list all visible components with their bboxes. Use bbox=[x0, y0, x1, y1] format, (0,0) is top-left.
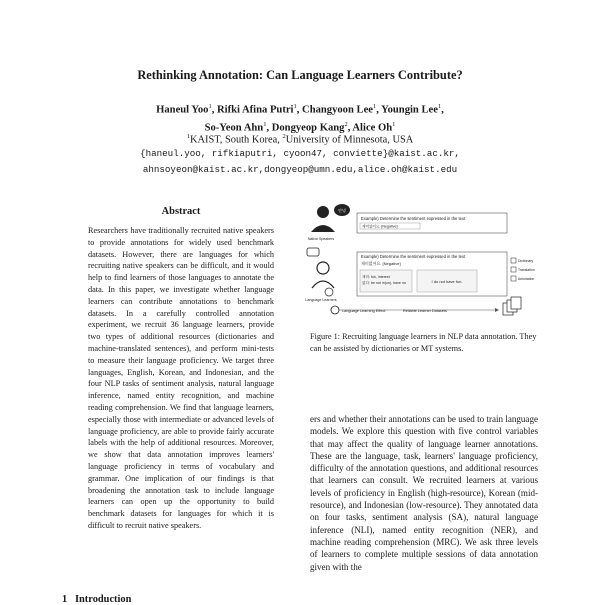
machine-translation: I do not have fun. bbox=[431, 279, 463, 284]
brain-icon bbox=[331, 306, 339, 314]
native-speakers-label: Native Speakers bbox=[307, 237, 335, 241]
email-list bbox=[0, 146, 600, 178]
section-heading-introduction: 1 Introduction bbox=[62, 594, 132, 605]
author-name: Rifki Afina Putri bbox=[216, 104, 294, 116]
author-name: Changyoon Lee bbox=[302, 104, 373, 116]
translation-icon bbox=[511, 267, 516, 272]
dictionary-icon bbox=[511, 258, 516, 263]
author-name: Alice Oh bbox=[352, 122, 393, 134]
example-instruction-learner: Example) Determine the sentiment expressed in the text bbox=[361, 254, 466, 259]
globe-icon bbox=[325, 288, 333, 296]
figure-1 bbox=[305, 202, 535, 322]
email-line-2: ahnsoyeon@kaist.ac.kr,dongyeop@umn.edu,alice.oh@kaist.edu bbox=[142, 164, 458, 175]
learning-effect-label: Language Learning Effect bbox=[342, 309, 386, 313]
example-instruction: Example) Determine the sentiment expressed in the text bbox=[361, 216, 466, 221]
arrow-head-icon bbox=[495, 308, 499, 312]
native-speaker-icon bbox=[311, 206, 335, 232]
author-name: Haneul Yoo bbox=[156, 104, 209, 116]
author-line-1: Haneul Yoo$^1$, Rifki Afina Putri$^1$, Changyoon Lee$^1$, Youngin Lee$^1$, bbox=[156, 103, 444, 116]
abstract-heading: Abstract bbox=[161, 206, 201, 217]
resource-legend bbox=[511, 258, 535, 281]
resource-label: Annotation bbox=[518, 277, 535, 281]
author-name: So-Yeon Ahn bbox=[204, 122, 264, 134]
figure-caption: Figure 1: Recruiting language learners in NLP data annotation. They can be assisted by dictionaries or MT systems. bbox=[310, 332, 537, 353]
resource-label: Dictionary bbox=[518, 259, 534, 263]
dictionary-entry: 없다: be not in(on), have no bbox=[362, 281, 406, 285]
author-name: Dongyeop Kang bbox=[271, 122, 345, 134]
dictionary-entry: 재미: fun, interest bbox=[362, 275, 390, 279]
chat-bubble-icon bbox=[307, 248, 319, 256]
example-sentence-learner: 재미없어요. [Negative] bbox=[361, 261, 401, 266]
annotation-icon bbox=[511, 276, 516, 281]
language-learners-label: Language Learners bbox=[305, 298, 337, 302]
speech-bubble-text: 안녕 bbox=[338, 208, 346, 213]
language-learner-icon bbox=[312, 262, 334, 288]
author-name: Youngin Lee bbox=[381, 104, 438, 116]
body-text: ers and whether their annotations can be used to train language models. We explore this question with five control variables that may affect the quality of language learner annotations. These are the language, task, learners' language proficiency, difficulty of the annotation questions, and additional resources that learners can consult. We recruited learners at various levels of proficiency in English (high-resource), Korean (mid-resource), and Indonesian (low-resource). They annotated data on four tasks, sentiment analysis (SA), natural language inference (NLI), named entity recognition (NER), and machine reading comprehension (MRC). We ask three levels of learners to complete multiple sessions of data annotation given with the bbox=[310, 414, 538, 572]
affiliation: $^1$KAIST, South Korea, $^2$University of Minnesota, USA bbox=[186, 133, 414, 146]
abstract-text: Researchers have traditionally recruited native speakers to provide annotations for widely used benchmark datasets. However, there are languages for which recruiting native speakers can be difficult, and it would help to find learners of those languages to annotate the data. In this paper, we investigate whether language learners can contribute annotations to benchmark datasets. In a carefully controlled annotation experiment, we recruit 36 language learners, provide two types of additional resources (dictionaries and machine-translated sentences), and perform mini-tests to measure their language proficiency. We target three languages, English, Korean, and Indonesian, and the four NLP tasks of sentiment analysis, natural language inference, named entity recognition, and machine reading comprehension. We find that language learners, especially those with intermediate or advanced levels of language proficiency, are able to provide fairly accurate labels with the help of additional resources. Moreover, we show that data annotation improves learners' language proficiency in terms of vocabulary and grammar. One implication of our findings is that broadening the annotation task to include language learners can open up the opportunity to build benchmark datasets for languages for which it is difficult to recruit native speakers. bbox=[88, 226, 274, 530]
author-line-2: So-Yeon Ahn$^1$, Dongyeop Kang$^2$, Alice Oh$^1$ bbox=[204, 121, 396, 134]
resource-label: Translation bbox=[518, 268, 535, 272]
documents-icon bbox=[503, 297, 521, 315]
datasets-label: Reliable Learner Datasets bbox=[403, 309, 447, 313]
email-line-1: {haneul.yoo, rifkiaputri, cyoon47, conviette}@kaist.ac.kr, bbox=[140, 148, 460, 159]
paper-title: Rethinking Annotation: Can Language Learners Contribute? bbox=[137, 68, 463, 82]
example-sentence: 재미없어요. [Negative] bbox=[362, 224, 398, 229]
